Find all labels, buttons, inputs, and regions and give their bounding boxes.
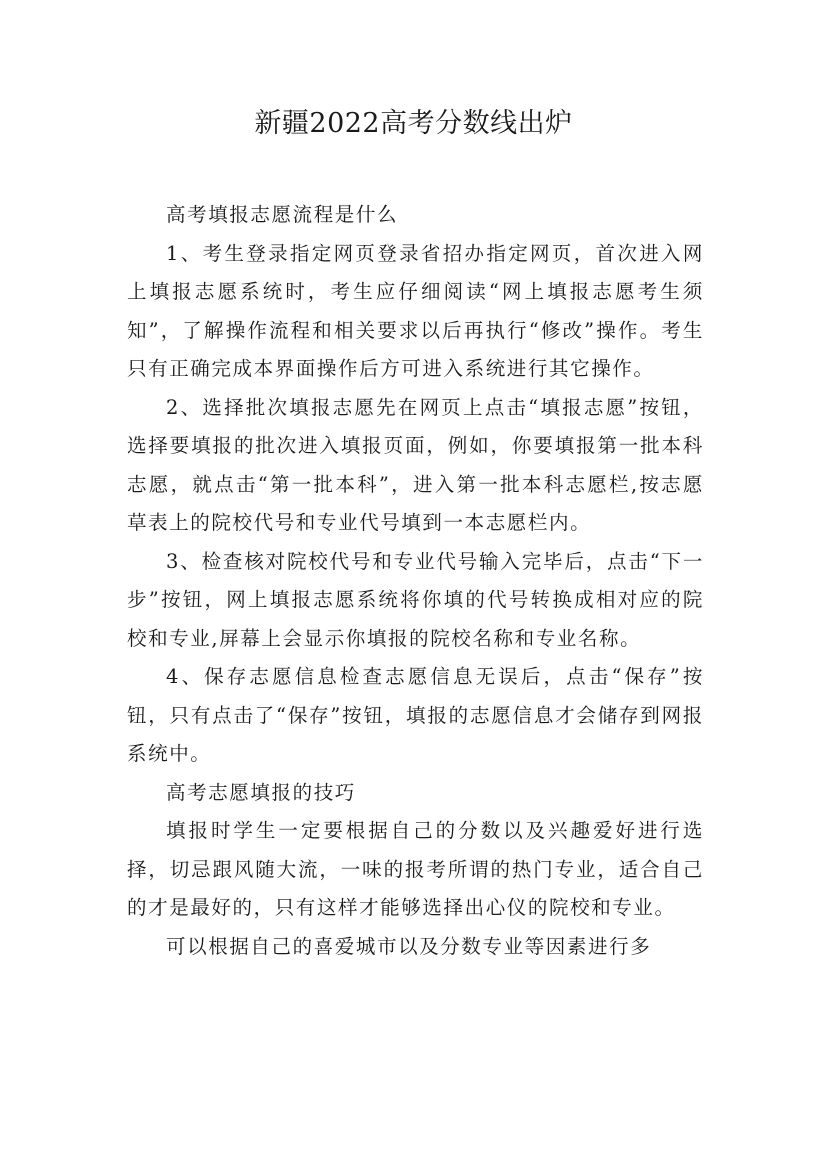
paragraph-tip-1: 填报时学生一定要根据自己的分数以及兴趣爱好进行选择，切忌跟风随大流，一味的报考所谓的热门专业，适合自己的才是最好的，只有这样才能够选择出心仪的院校和专业。 (127, 819, 704, 919)
paragraph-step-4: 4、保存志愿信息检查志愿信息无误后，点击“保存”按钮，只有点击了“保存”按钮，填报的志愿信息才会储存到网报系统中。 (127, 665, 704, 765)
document-body (127, 196, 704, 966)
document-title: 新疆2022高考分数线出炉 (254, 108, 573, 139)
paragraph-step-2: 2、选择批次填报志愿先在网页上点击“填报志愿”按钮，选择要填报的批次进入填报页面，例如，你要填报第一批本科志愿，就点击“第一批本科”，进入第一批本科志愿栏,按志愿草表上的院校代号和专业代号填到一本志愿栏内。 (127, 395, 704, 534)
paragraph-step-1: 1、考生登录指定网页登录省招办指定网页，首次进入网上填报志愿系统时，考生应仔细阅读“网上填报志愿考生须知”，了解操作流程和相关要求以后再执行“修改”操作。考生只有正确完成本界面操作后方可进入系统进行其它操作。 (127, 241, 704, 380)
section-heading-tips: 高考志愿填报的技巧 (166, 780, 356, 804)
paragraph-step-3: 3、检查核对院校代号和专业代号输入完毕后，点击“下一步”按钮，网上填报志愿系统将你填的代号转换成相对应的院校和专业,屏幕上会显示你填报的院校名称和专业名称。 (127, 549, 704, 650)
paragraph-tip-2: 可以根据自己的喜爱城市以及分数专业等因素进行多 (166, 934, 652, 958)
section-heading-process: 高考填报志愿流程是什么 (166, 203, 399, 226)
